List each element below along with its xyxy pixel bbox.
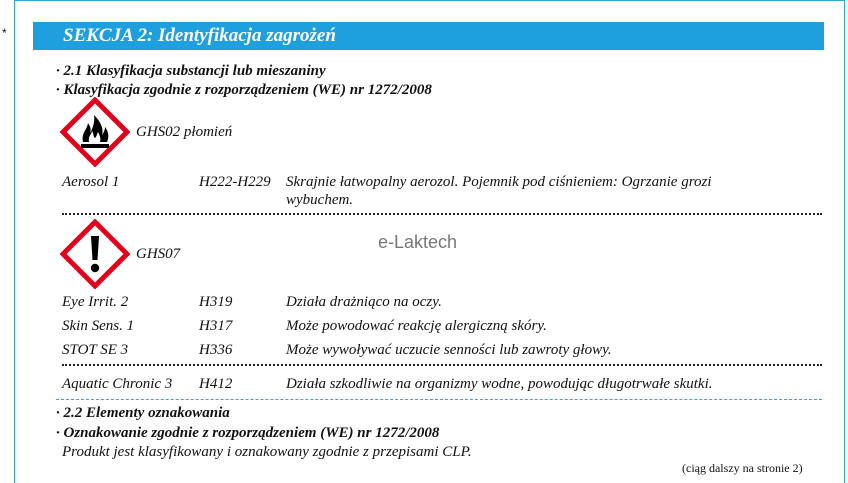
revision-marker: * <box>2 26 7 40</box>
hazard-class: STOT SE 3 <box>62 342 129 358</box>
classification-subheading: · Klasyfikacja zgodnie z rozporządzeniem (WE) nr 1272/2008 <box>56 82 432 98</box>
section-divider <box>56 399 822 400</box>
frame-top-border <box>14 0 845 1</box>
hazard-statement: Może powodować reakcję alergiczną skóry. <box>286 318 547 334</box>
hazard-class: Skin Sens. 1 <box>62 318 135 334</box>
hazard-statement: Może wywoływać uczucie senności lub zawroty głowy. <box>286 342 612 358</box>
exclamation-mark-icon <box>60 219 130 289</box>
hazard-class: Eye Irrit. 2 <box>62 294 129 310</box>
hazard-code: H412 <box>199 376 233 392</box>
flame-icon <box>60 97 130 167</box>
labelling-subheading: · Oznakowanie zgodnie z rozporządzeniem (WE) nr 1272/2008 <box>56 425 440 441</box>
ghs07-label: GHS07 <box>136 246 181 262</box>
page-continuation-note: (ciąg dalszy na stronie 2) <box>682 461 803 475</box>
hazard-statement: Działa szkodliwie na organizmy wodne, powodując długotrwałe skutki. <box>286 376 713 392</box>
hazard-class: Aerosol 1 <box>62 174 120 190</box>
section-2-1-heading: · 2.1 Klasyfikacja substancji lub mieszaniny <box>56 63 326 79</box>
section-2-2-heading: · 2.2 Elementy oznakowania <box>56 405 230 421</box>
labelling-text: Produkt jest klasyfikowany i oznakowany zgodnie z przepisami CLP. <box>62 444 472 460</box>
section-header <box>33 22 824 50</box>
hazard-statement: Skrajnie łatwopalny aerozol. Pojemnik pod ciśnieniem: Ogrzanie grozi <box>286 174 712 190</box>
hazard-statement-continued: wybuchem. <box>286 192 354 208</box>
hazard-code: H222-H229 <box>199 174 271 190</box>
section-title: SEKCJA 2: Identyfikacja zagrożeń <box>63 25 336 46</box>
hazard-code: H317 <box>199 318 233 334</box>
ghs02-label: GHS02 płomień <box>136 124 233 140</box>
dotted-separator <box>62 364 822 366</box>
frame-right-border <box>844 0 845 483</box>
dotted-separator <box>62 213 822 215</box>
hazard-code: H336 <box>199 342 233 358</box>
hazard-statement: Działa drażniąco na oczy. <box>286 294 442 310</box>
watermark: e-Laktech <box>378 232 458 252</box>
frame-left-border <box>14 0 15 483</box>
hazard-class: Aquatic Chronic 3 <box>62 376 173 392</box>
hazard-code: H319 <box>199 294 233 310</box>
